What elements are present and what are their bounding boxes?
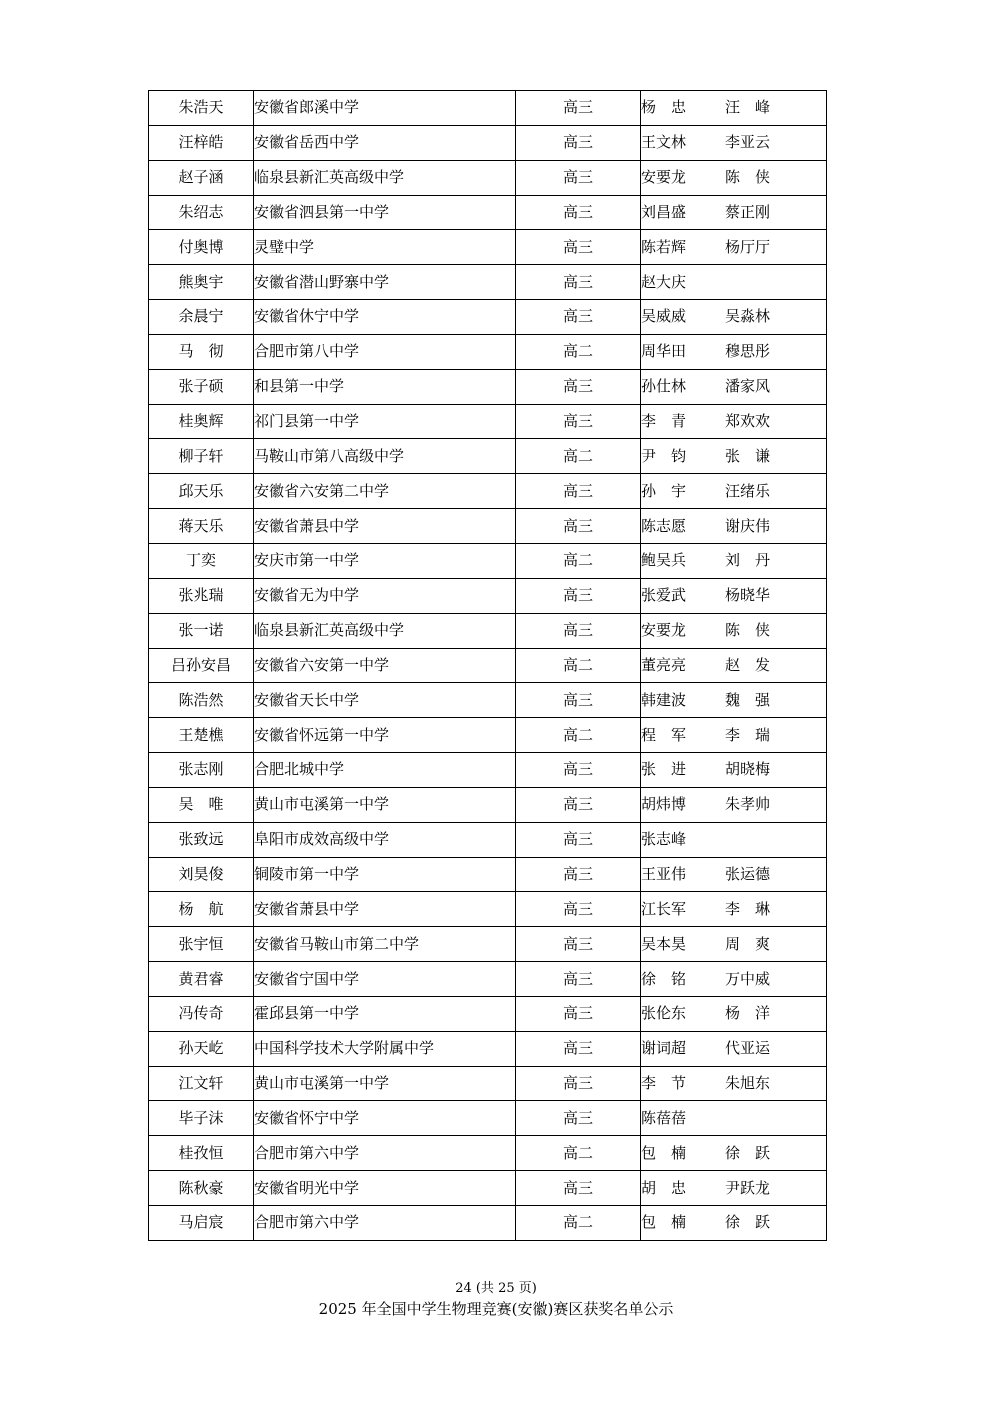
coach-primary: 安要龙 <box>641 621 687 640</box>
student-name-cell: 朱绍志 <box>149 195 254 230</box>
coach-primary: 王亚伟 <box>641 864 687 883</box>
table-row <box>149 753 827 788</box>
coach-primary: 李 节 <box>641 1074 687 1093</box>
grade-cell: 高三 <box>516 369 641 404</box>
school-cell: 祁门县第一中学 <box>254 404 516 439</box>
coach-primary: 张伦东 <box>641 1004 687 1023</box>
table-row <box>149 543 827 578</box>
school-cell: 安徽省怀宁中学 <box>254 1101 516 1136</box>
grade-cell: 高三 <box>516 822 641 857</box>
grade-cell: 高三 <box>516 683 641 718</box>
grade-cell: 高二 <box>516 648 641 683</box>
coach-secondary: 赵 发 <box>725 655 771 674</box>
coach-primary: 包 楠 <box>641 1143 687 1162</box>
student-name-cell: 邱天乐 <box>149 474 254 509</box>
coach-primary: 包 楠 <box>641 1213 687 1232</box>
table-row <box>149 648 827 683</box>
coach-primary: 胡 忠 <box>641 1178 687 1197</box>
school-cell: 阜阳市成效高级中学 <box>254 822 516 857</box>
student-name-cell: 丁奕 <box>149 543 254 578</box>
school-cell: 和县第一中学 <box>254 369 516 404</box>
coach-secondary: 蔡正刚 <box>725 202 771 221</box>
student-name-cell: 张一诺 <box>149 613 254 648</box>
coach-secondary: 万中威 <box>725 969 771 988</box>
coach-secondary: 杨厅厅 <box>725 237 771 256</box>
grade-cell: 高三 <box>516 1101 641 1136</box>
coach-secondary: 穆思彤 <box>725 342 771 361</box>
coach-cell <box>641 125 827 160</box>
student-name-cell: 蒋天乐 <box>149 509 254 544</box>
coach-primary: 徐 铭 <box>641 969 687 988</box>
student-name-cell: 张志刚 <box>149 753 254 788</box>
student-name-cell: 张子硕 <box>149 369 254 404</box>
coach-primary: 陈蓓蓓 <box>641 1108 687 1127</box>
grade-cell: 高三 <box>516 1171 641 1206</box>
coach-secondary: 胡晓梅 <box>725 760 771 779</box>
coach-cell <box>641 927 827 962</box>
coach-cell <box>641 718 827 753</box>
school-cell: 临泉县新汇英高级中学 <box>254 160 516 195</box>
grade-cell: 高三 <box>516 962 641 997</box>
student-name-cell: 陈浩然 <box>149 683 254 718</box>
table-row <box>149 613 827 648</box>
grade-cell: 高三 <box>516 613 641 648</box>
student-name-cell: 张致远 <box>149 822 254 857</box>
student-name-cell: 付奥博 <box>149 230 254 265</box>
student-name-cell: 汪梓皓 <box>149 125 254 160</box>
table-row <box>149 822 827 857</box>
coach-primary: 孙 宇 <box>641 481 687 500</box>
grade-cell: 高三 <box>516 787 641 822</box>
student-name-cell: 陈秋豪 <box>149 1171 254 1206</box>
school-cell: 安徽省岳西中学 <box>254 125 516 160</box>
school-cell: 霍邱县第一中学 <box>254 996 516 1031</box>
school-cell: 安徽省无为中学 <box>254 578 516 613</box>
student-name-cell: 冯传奇 <box>149 996 254 1031</box>
table-row <box>149 509 827 544</box>
coach-cell <box>641 300 827 335</box>
coach-secondary: 李 琳 <box>725 899 771 918</box>
student-name-cell: 孙天屹 <box>149 1031 254 1066</box>
coach-secondary: 陈 侠 <box>725 621 771 640</box>
coach-cell <box>641 962 827 997</box>
table-row <box>149 265 827 300</box>
school-cell: 安徽省休宁中学 <box>254 300 516 335</box>
table-row <box>149 160 827 195</box>
table-row <box>149 1171 827 1206</box>
grade-cell: 高三 <box>516 578 641 613</box>
coach-primary: 张 进 <box>641 760 687 779</box>
coach-cell <box>641 787 827 822</box>
grade-cell: 高三 <box>516 160 641 195</box>
coach-cell <box>641 822 827 857</box>
coach-secondary: 尹跃龙 <box>725 1178 771 1197</box>
coach-cell <box>641 195 827 230</box>
coach-cell <box>641 474 827 509</box>
table-row <box>149 718 827 753</box>
grade-cell: 高三 <box>516 1031 641 1066</box>
coach-secondary: 周 爽 <box>725 934 771 953</box>
coach-secondary: 杨晓华 <box>725 586 771 605</box>
table-row <box>149 1136 827 1171</box>
grade-cell: 高二 <box>516 334 641 369</box>
grade-cell: 高三 <box>516 230 641 265</box>
grade-cell: 高三 <box>516 927 641 962</box>
table-row <box>149 404 827 439</box>
coach-cell <box>641 230 827 265</box>
coach-secondary: 谢庆伟 <box>725 516 771 535</box>
table-row <box>149 578 827 613</box>
table-row <box>149 927 827 962</box>
student-name-cell: 黄君睿 <box>149 962 254 997</box>
grade-cell: 高二 <box>516 439 641 474</box>
student-name-cell: 张兆瑞 <box>149 578 254 613</box>
student-name-cell: 毕子沫 <box>149 1101 254 1136</box>
table-row <box>149 962 827 997</box>
coach-primary: 董亮亮 <box>641 655 687 674</box>
coach-cell <box>641 439 827 474</box>
table-row <box>149 230 827 265</box>
school-cell: 马鞍山市第八高级中学 <box>254 439 516 474</box>
coach-primary: 吴威威 <box>641 307 687 326</box>
coach-primary: 杨 忠 <box>641 98 687 117</box>
coach-secondary: 李亚云 <box>725 133 771 152</box>
coach-primary: 江长军 <box>641 899 687 918</box>
student-name-cell: 熊奥宇 <box>149 265 254 300</box>
coach-cell <box>641 1066 827 1101</box>
school-cell: 临泉县新汇英高级中学 <box>254 613 516 648</box>
coach-primary: 赵大庆 <box>641 272 687 291</box>
coach-primary: 胡炜博 <box>641 795 687 814</box>
grade-cell: 高三 <box>516 300 641 335</box>
coach-cell <box>641 578 827 613</box>
coach-cell <box>641 892 827 927</box>
coach-secondary: 刘 丹 <box>725 551 771 570</box>
school-cell: 合肥北城中学 <box>254 753 516 788</box>
coach-primary: 安要龙 <box>641 168 687 187</box>
grade-cell: 高二 <box>516 1206 641 1241</box>
grade-cell: 高三 <box>516 404 641 439</box>
school-cell: 安徽省郎溪中学 <box>254 91 516 126</box>
grade-cell: 高二 <box>516 718 641 753</box>
coach-cell <box>641 648 827 683</box>
coach-cell <box>641 683 827 718</box>
school-cell: 安徽省六安第一中学 <box>254 648 516 683</box>
coach-primary: 王文林 <box>641 133 687 152</box>
coach-cell <box>641 334 827 369</box>
school-cell: 合肥市第六中学 <box>254 1136 516 1171</box>
student-name-cell: 朱浩天 <box>149 91 254 126</box>
table-row <box>149 334 827 369</box>
coach-secondary: 潘家风 <box>725 377 771 396</box>
student-name-cell: 柳子轩 <box>149 439 254 474</box>
grade-cell: 高二 <box>516 1136 641 1171</box>
school-cell: 安徽省萧县中学 <box>254 509 516 544</box>
grade-cell: 高三 <box>516 996 641 1031</box>
school-cell: 合肥市第八中学 <box>254 334 516 369</box>
coach-primary: 陈志愿 <box>641 516 687 535</box>
coach-primary: 尹 钧 <box>641 446 687 465</box>
coach-secondary: 张 谦 <box>725 446 771 465</box>
student-name-cell: 刘昊俊 <box>149 857 254 892</box>
coach-primary: 程 军 <box>641 725 687 744</box>
coach-cell <box>641 265 827 300</box>
coach-cell <box>641 857 827 892</box>
school-cell: 黄山市屯溪第一中学 <box>254 1066 516 1101</box>
coach-primary: 陈若辉 <box>641 237 687 256</box>
table-row <box>149 1206 827 1241</box>
coach-primary: 李 青 <box>641 412 687 431</box>
awards-table-body <box>149 91 827 1241</box>
coach-primary: 孙仕林 <box>641 377 687 396</box>
coach-secondary: 郑欢欢 <box>725 412 771 431</box>
student-name-cell: 马启宸 <box>149 1206 254 1241</box>
coach-primary: 韩建波 <box>641 690 687 709</box>
coach-secondary: 张运德 <box>725 864 771 883</box>
student-name-cell: 赵子涵 <box>149 160 254 195</box>
coach-secondary: 代亚运 <box>725 1039 771 1058</box>
student-name-cell: 张宇恒 <box>149 927 254 962</box>
table-row <box>149 474 827 509</box>
grade-cell: 高三 <box>516 195 641 230</box>
grade-cell: 高三 <box>516 857 641 892</box>
student-name-cell: 桂孜恒 <box>149 1136 254 1171</box>
school-cell: 中国科学技术大学附属中学 <box>254 1031 516 1066</box>
school-cell: 铜陵市第一中学 <box>254 857 516 892</box>
coach-primary: 谢词超 <box>641 1039 687 1058</box>
table-row <box>149 1031 827 1066</box>
table-row <box>149 125 827 160</box>
grade-cell: 高三 <box>516 892 641 927</box>
school-cell: 安徽省六安第二中学 <box>254 474 516 509</box>
coach-secondary: 徐 跃 <box>725 1143 771 1162</box>
table-row <box>149 683 827 718</box>
coach-primary: 张志峰 <box>641 830 687 849</box>
coach-cell <box>641 1136 827 1171</box>
coach-primary: 刘昌盛 <box>641 202 687 221</box>
grade-cell: 高二 <box>516 543 641 578</box>
student-name-cell: 余晨宁 <box>149 300 254 335</box>
coach-secondary: 杨 洋 <box>725 1004 771 1023</box>
student-name-cell: 江文轩 <box>149 1066 254 1101</box>
coach-primary: 张爱武 <box>641 586 687 605</box>
grade-cell: 高三 <box>516 753 641 788</box>
coach-cell <box>641 160 827 195</box>
coach-cell <box>641 1031 827 1066</box>
student-name-cell: 吴 唯 <box>149 787 254 822</box>
coach-secondary: 汪 峰 <box>725 98 771 117</box>
grade-cell: 高三 <box>516 91 641 126</box>
coach-secondary: 陈 侠 <box>725 168 771 187</box>
grade-cell: 高三 <box>516 509 641 544</box>
school-cell: 安徽省马鞍山市第二中学 <box>254 927 516 962</box>
student-name-cell: 杨 航 <box>149 892 254 927</box>
document-caption: 2025 年全国中学生物理竞赛(安徽)赛区获奖名单公示 <box>318 1300 674 1318</box>
school-cell: 安徽省天长中学 <box>254 683 516 718</box>
table-row <box>149 1066 827 1101</box>
coach-cell <box>641 1101 827 1136</box>
school-cell: 安徽省明光中学 <box>254 1171 516 1206</box>
school-cell: 安徽省潜山野寨中学 <box>254 265 516 300</box>
awards-table <box>148 90 827 1241</box>
student-name-cell: 桂奥辉 <box>149 404 254 439</box>
table-row <box>149 369 827 404</box>
school-cell: 安徽省宁国中学 <box>254 962 516 997</box>
coach-secondary: 汪绪乐 <box>725 481 771 500</box>
coach-cell <box>641 543 827 578</box>
coach-secondary: 魏 强 <box>725 690 771 709</box>
table-row <box>149 300 827 335</box>
coach-cell <box>641 509 827 544</box>
school-cell: 灵璧中学 <box>254 230 516 265</box>
grade-cell: 高三 <box>516 474 641 509</box>
coach-secondary: 徐 跃 <box>725 1213 771 1232</box>
coach-secondary: 朱旭东 <box>725 1074 771 1093</box>
table-row <box>149 857 827 892</box>
grade-cell: 高三 <box>516 125 641 160</box>
coach-secondary: 朱孝帅 <box>725 795 771 814</box>
table-row <box>149 91 827 126</box>
page-number: 24 (共 25 页) <box>455 1281 537 1296</box>
coach-cell <box>641 369 827 404</box>
coach-secondary: 吴淼林 <box>725 307 771 326</box>
school-cell: 黄山市屯溪第一中学 <box>254 787 516 822</box>
coach-cell <box>641 91 827 126</box>
school-cell: 安徽省萧县中学 <box>254 892 516 927</box>
student-name-cell: 王楚樵 <box>149 718 254 753</box>
coach-cell <box>641 996 827 1031</box>
coach-cell <box>641 1206 827 1241</box>
coach-primary: 鲍吴兵 <box>641 551 687 570</box>
student-name-cell: 吕孙安昌 <box>149 648 254 683</box>
coach-cell <box>641 1171 827 1206</box>
table-row <box>149 195 827 230</box>
school-cell: 安庆市第一中学 <box>254 543 516 578</box>
coach-primary: 吴本昊 <box>641 934 687 953</box>
table-row <box>149 996 827 1031</box>
grade-cell: 高三 <box>516 265 641 300</box>
coach-primary: 周华田 <box>641 342 687 361</box>
table-row <box>149 892 827 927</box>
coach-cell <box>641 404 827 439</box>
coach-cell <box>641 753 827 788</box>
school-cell: 合肥市第六中学 <box>254 1206 516 1241</box>
grade-cell: 高三 <box>516 1066 641 1101</box>
school-cell: 安徽省怀远第一中学 <box>254 718 516 753</box>
coach-cell <box>641 613 827 648</box>
table-row <box>149 787 827 822</box>
coach-secondary: 李 瑞 <box>725 725 771 744</box>
table-row <box>149 439 827 474</box>
school-cell: 安徽省泗县第一中学 <box>254 195 516 230</box>
table-row <box>149 1101 827 1136</box>
student-name-cell: 马 彻 <box>149 334 254 369</box>
